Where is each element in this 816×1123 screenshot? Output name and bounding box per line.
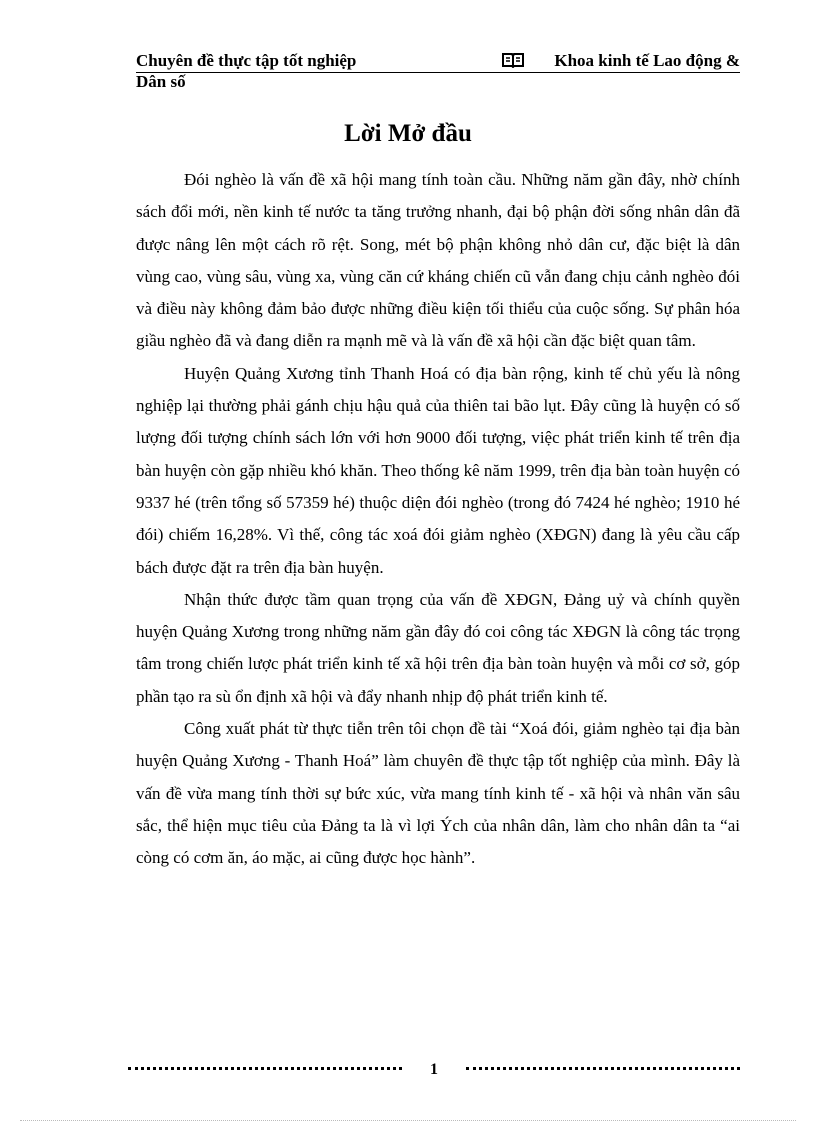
page-title: Lời Mở đầu: [344, 120, 472, 147]
paragraph: Công xuất phát từ thực tiễn trên tôi chọn đề tài “Xoá đói, giảm nghèo tại địa bàn huyện Quảng Xương - Thanh Hoá” làm chuyên đề thực tập tốt nghiệp của mình. Đây là vấn đề vừa mang tính thời sự bức xúc, vừa mang tính kinh tế - xã hội và nhân văn sâu sắc, thể hiện mục tiêu của Đảng ta là vì lợi Ých của nhân dân, làm cho nhân dân ta “ai còng có cơm ăn, áo mặc, ai cũng được học hành”.: [136, 719, 740, 868]
book-icon: [502, 52, 524, 68]
paragraph: Huyện Quảng Xương tỉnh Thanh Hoá có địa bàn rộng, kinh tế chủ yếu là nông nghiệp lại thường phải gánh chịu hậu quả của thiên tai bão lụt. Đây cũng là huyện có số lượng đối tượng chính sách lớn với hơn 9000 đối tượng, việc phát triển kinh tế trên địa bàn huyện còn gặp nhiều khó khăn. Theo thống kê năm 1999, trên địa bàn toàn huyện có 9337 hé (trên tổng số 57359 hé) thuộc diện đói nghèo (trong đó 7424 hé nghèo; 1910 hé đói) chiếm 16,28%. Vì thế, công tác xoá đói giảm nghèo (XĐGN) đang là yêu cầu cấp bách được đặt ra trên địa bàn huyện.: [136, 363, 740, 577]
header-rule: [136, 72, 740, 73]
header-right-title: Khoa kinh tế Lao động &: [554, 51, 740, 70]
paragraph: Đói nghèo là vấn đề xã hội mang tính toàn cầu. Những năm gần đây, nhờ chính sách đổi mới, nền kinh tế nước ta tăng trưởng nhanh, đại bộ phận đời sống nhân dân đã được nâng lên một cách rõ rệt. Song, mét bộ phận không nhỏ dân cư, đặc biệt là dân vùng cao, vùng sâu, vùng xa, vùng căn cứ kháng chiến cũ vẫn đang chịu cảnh nghèo đói và điều này không đảm bảo được những điều kiện tối thiểu của cuộc sống. Sự phân hóa giầu nghèo đã và đang diễn ra mạnh mẽ và là vấn đề xã hội cần đặc biệt quan tâm.: [136, 170, 740, 351]
header-second-line: Dân số: [136, 72, 186, 91]
page-footer: [128, 1060, 740, 1080]
bottom-divider: [20, 1120, 796, 1121]
footer-dots-right: [466, 1067, 740, 1074]
paragraph: Nhận thức được tầm quan trọng của vấn đề XĐGN, Đảng uỷ và chính quyền huyện Quảng Xương trong những năm gần đây đó coi công tác XĐGN là công tác trọng tâm trong chiến lược phát triển kinh tế xã hội trên địa bàn toàn huyện và mỗi cơ sở, góp phần tạo ra sù ổn định xã hội và đẩy nhanh nhịp độ phát triển kinh tế.: [136, 589, 740, 706]
body-text: [136, 164, 740, 875]
footer-dots-left: [128, 1067, 402, 1074]
header-line: [136, 50, 740, 71]
header-left-title: Chuyên đề thực tập tốt nghiệp: [136, 51, 357, 70]
header-right-group: [502, 50, 740, 71]
page-number: 1: [430, 1061, 438, 1078]
page-header: [136, 50, 740, 92]
